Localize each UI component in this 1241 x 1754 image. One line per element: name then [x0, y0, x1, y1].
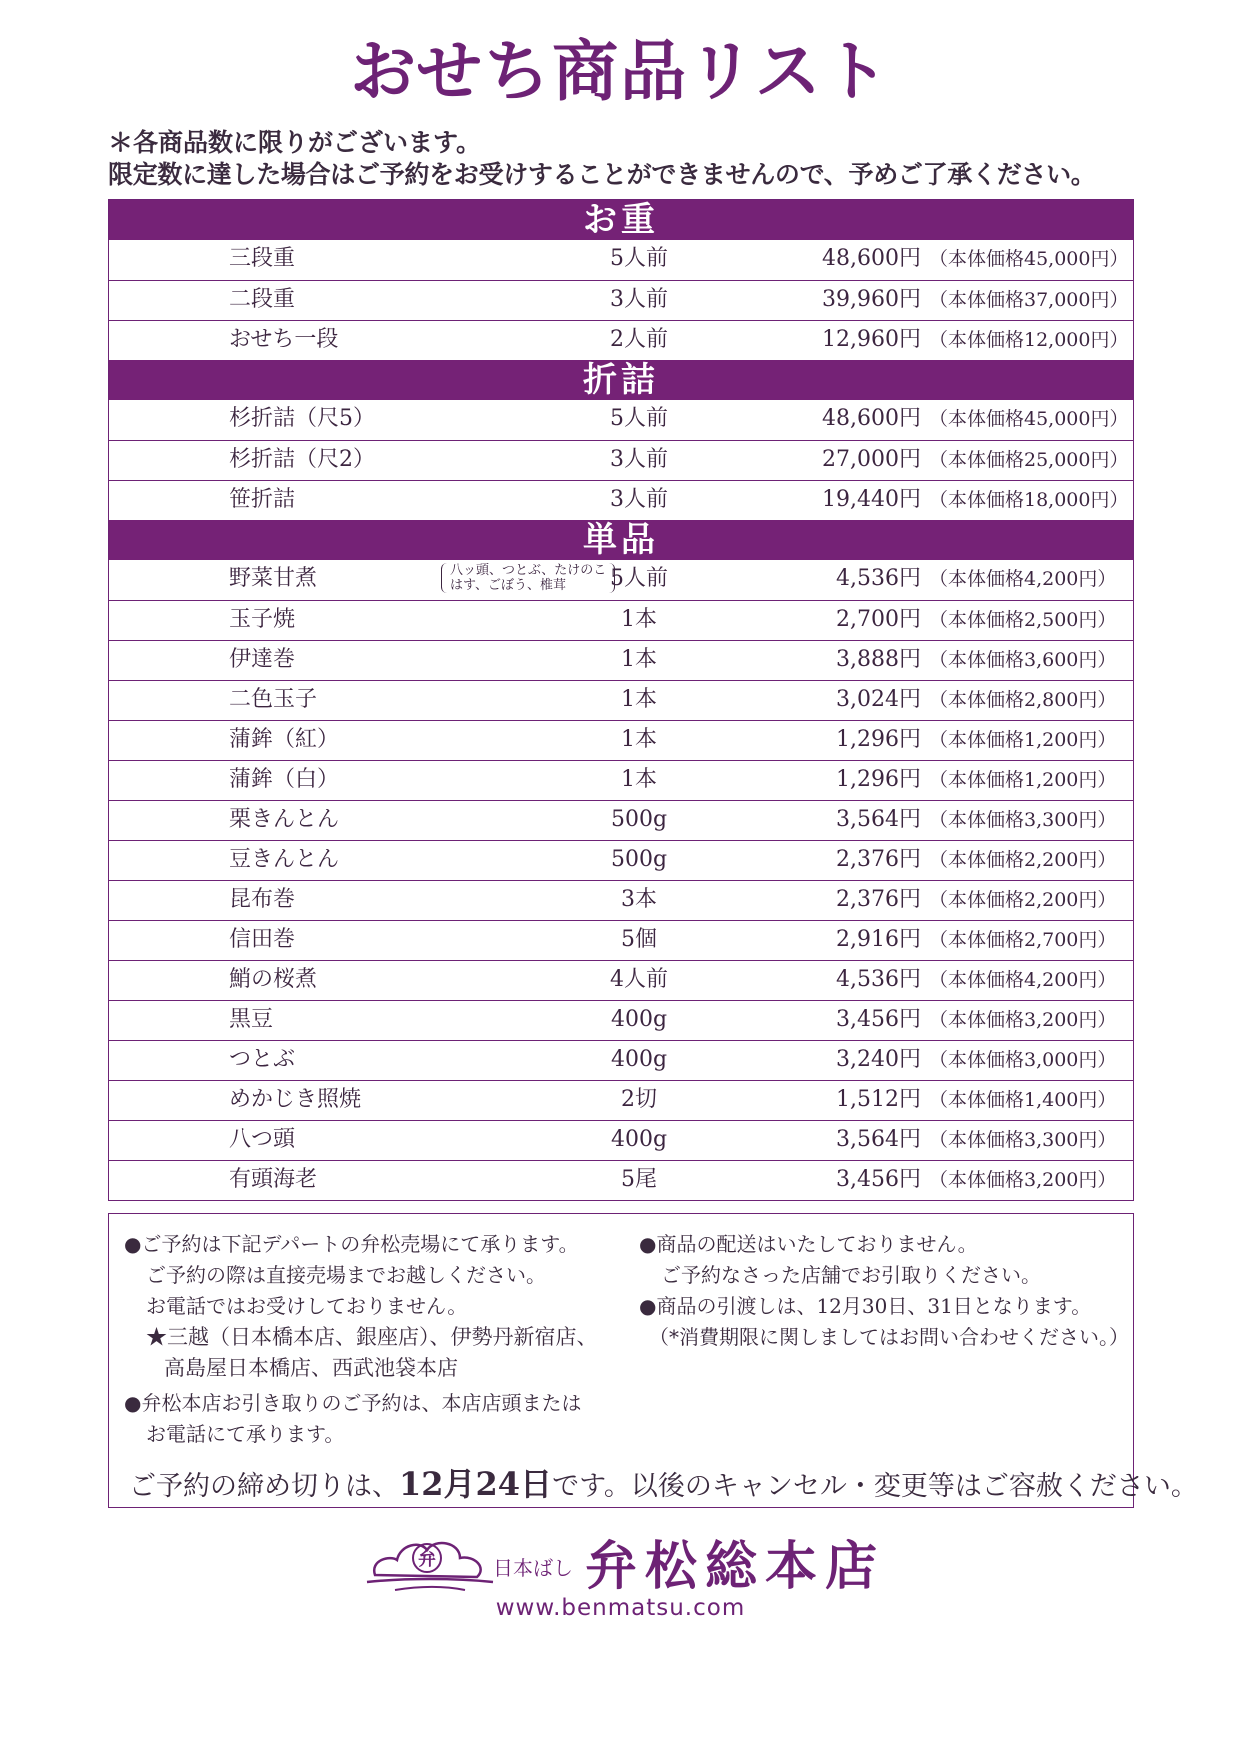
product-base-price: （本体価格3,300円）: [929, 1129, 1117, 1151]
info-text: （*消費期限に関しましてはお問い合わせください。）: [649, 1325, 1129, 1349]
logo-subtitle: 日本ばし: [493, 1556, 573, 1580]
product-price: 3,240円: [836, 1047, 921, 1072]
product-price: 2,376円: [836, 847, 921, 872]
page-title: おせち商品リスト: [350, 32, 891, 110]
product-base-price: （本体価格2,700円）: [929, 929, 1117, 951]
info-text: ●商品の配送はいたしておりません。: [639, 1232, 978, 1256]
product-quantity: 3人前: [610, 287, 668, 312]
product-name: 笹折詰: [229, 487, 296, 512]
product-name: 豆きんとん: [229, 847, 340, 872]
product-price: 2,376円: [836, 887, 921, 912]
product-base-price: （本体価格2,200円）: [929, 889, 1117, 911]
product-name: 昆布巻: [229, 887, 296, 912]
section-header: 単品: [109, 520, 1133, 560]
table-row: [109, 760, 1133, 800]
table-row: [109, 920, 1133, 960]
product-price: 4,536円: [836, 967, 921, 992]
product-name: 二段重: [229, 287, 296, 312]
product-quantity: 5人前: [610, 406, 668, 431]
product-quantity: 4人前: [610, 967, 668, 992]
crest-mark: 弁: [418, 1549, 436, 1570]
info-box: [108, 1213, 1198, 1508]
product-price: 12,960円: [822, 327, 921, 352]
product-quantity: 1本: [621, 767, 657, 792]
product-name: 伊達巻: [229, 647, 296, 672]
product-price: 27,000円: [822, 447, 921, 472]
info-text: お電話ではお受けしておりません。: [146, 1294, 468, 1318]
product-name: 有頭海老: [229, 1167, 318, 1192]
table-row: [109, 800, 1133, 840]
product-base-price: （本体価格3,300円）: [929, 809, 1117, 831]
store-list-line-1: ★三越（日本橋本店、銀座店）、伊勢丹新宿店、: [146, 1325, 598, 1349]
product-quantity: 2人前: [610, 327, 668, 352]
product-quantity: 1本: [621, 647, 657, 672]
product-name: つとぶ: [229, 1047, 296, 1072]
website-url: www.benmatsu.com: [495, 1595, 746, 1621]
notice-line-2: 限定数に達した場合はご予約をお受けすることができませんので、予めご了承ください。: [108, 160, 1096, 189]
product-price: 2,916円: [836, 927, 921, 952]
product-base-price: （本体価格1,200円）: [929, 729, 1117, 751]
table-row: [109, 640, 1133, 680]
store-list-line-2: 高島屋日本橋店、西武池袋本店: [164, 1356, 458, 1380]
info-text: ご予約の際は直接売場までお越しください。: [146, 1263, 546, 1287]
deadline-text: ご予約の締め切りは、: [129, 1471, 399, 1502]
product-name: 栗きんとん: [229, 807, 340, 832]
info-delivery-note: [639, 1229, 1119, 1291]
product-table: [108, 199, 1134, 1201]
logo-name: 弁松総本店: [585, 1536, 886, 1597]
product-price: 4,536円: [836, 566, 921, 591]
info-text: ●弁松本店お引き取りのご予約は、本店店頭または: [124, 1391, 582, 1415]
product-name: 玉子焼: [229, 607, 296, 632]
product-base-price: （本体価格1,400円）: [929, 1089, 1117, 1111]
product-price: 3,456円: [836, 1007, 921, 1032]
product-name: 八つ頭: [229, 1127, 296, 1152]
product-base-price: （本体価格4,200円）: [929, 969, 1117, 991]
info-text: ●ご予約は下記デパートの弁松売場にて承ります。: [124, 1232, 579, 1256]
product-base-price: （本体価格2,500円）: [929, 609, 1117, 631]
product-quantity: 400g: [610, 1127, 668, 1152]
info-right-column: [639, 1229, 1129, 1353]
table-row: [109, 320, 1133, 360]
table-row: [109, 880, 1133, 920]
product-note-line: 八ッ頭、つとぶ、たけのこ: [450, 563, 607, 578]
product-price: 1,512円: [836, 1087, 921, 1112]
section-header: お重: [109, 200, 1133, 240]
product-base-price: （本体価格37,000円）: [929, 289, 1129, 311]
table-row: [109, 600, 1133, 640]
product-name: 杉折詰（尺2）: [229, 447, 375, 472]
product-quantity: 1本: [621, 687, 657, 712]
product-quantity: 400g: [610, 1047, 668, 1072]
info-reservation-note: [124, 1229, 644, 1322]
table-row: [109, 480, 1133, 520]
product-price: 48,600円: [822, 406, 921, 431]
table-row: [109, 1160, 1133, 1200]
product-quantity: 5尾: [621, 1167, 657, 1192]
product-base-price: （本体価格1,200円）: [929, 769, 1117, 791]
product-name: 黒豆: [229, 1007, 274, 1032]
deadline-note: [129, 1459, 1198, 1505]
product-price: 3,564円: [836, 807, 921, 832]
table-row: [109, 680, 1133, 720]
product-quantity: 1本: [621, 727, 657, 752]
table-row: [109, 840, 1133, 880]
product-quantity: 500g: [610, 847, 668, 872]
table-row: [109, 440, 1133, 480]
table-row: [109, 960, 1133, 1000]
product-name: 鮹の桜煮: [229, 967, 318, 992]
product-price: 3,024円: [836, 687, 921, 712]
product-name: 杉折詰（尺5）: [229, 406, 375, 431]
product-name: 蒲鉾（白）: [229, 767, 340, 792]
deadline-text: です。以後のキャンセル・変更等はご容赦ください。: [552, 1471, 1198, 1502]
product-name: 三段重: [229, 246, 296, 271]
table-row: [109, 560, 1133, 600]
product-base-price: （本体価格3,000円）: [929, 1049, 1117, 1071]
product-price: 3,888円: [836, 647, 921, 672]
product-price: 39,960円: [822, 287, 921, 312]
table-row: [109, 1120, 1133, 1160]
info-honten-note: [124, 1388, 644, 1450]
product-quantity: 500g: [610, 807, 668, 832]
product-base-price: （本体価格3,200円）: [929, 1009, 1117, 1031]
product-base-price: （本体価格25,000円）: [929, 449, 1129, 471]
product-quantity: 3人前: [610, 447, 668, 472]
product-price: 1,296円: [836, 727, 921, 752]
product-base-price: （本体価格2,200円）: [929, 849, 1117, 871]
section-header: 折詰: [109, 360, 1133, 400]
deadline-date: 12月24日: [399, 1465, 553, 1503]
product-name: 信田巻: [229, 927, 296, 952]
info-handover-note: [639, 1291, 1129, 1353]
product-base-price: （本体価格4,200円）: [929, 568, 1117, 590]
table-row: [109, 1000, 1133, 1040]
product-base-price: （本体価格18,000円）: [929, 489, 1129, 511]
info-text: ●商品の引渡しは、12月30日、31日となります。: [639, 1294, 1092, 1318]
table-row: [109, 280, 1133, 320]
product-base-price: （本体価格2,800円）: [929, 689, 1117, 711]
product-quantity: 400g: [610, 1007, 668, 1032]
table-row: [109, 1040, 1133, 1080]
product-price: 3,564円: [836, 1127, 921, 1152]
product-quantity: 3本: [621, 887, 657, 912]
product-name: 二色玉子: [229, 687, 318, 712]
info-text: お電話にて承ります。: [146, 1422, 345, 1446]
table-row: [109, 720, 1133, 760]
product-price: 3,456円: [836, 1167, 921, 1192]
cloud-crest-icon: [365, 1520, 495, 1600]
product-quantity: 5人前: [610, 566, 668, 591]
product-quantity: 5人前: [610, 246, 668, 271]
product-quantity: 5個: [621, 927, 657, 952]
product-base-price: （本体価格3,600円）: [929, 649, 1117, 671]
table-row: [109, 1080, 1133, 1120]
product-name: めかじき照焼: [229, 1087, 362, 1112]
product-base-price: （本体価格3,200円）: [929, 1169, 1117, 1191]
product-price: 19,440円: [822, 487, 921, 512]
product-name: 蒲鉾（紅）: [229, 727, 340, 752]
product-quantity: 2切: [621, 1087, 657, 1112]
product-quantity: 3人前: [610, 487, 668, 512]
table-row: [109, 400, 1133, 440]
product-quantity: 1本: [621, 607, 657, 632]
product-price: 48,600円: [822, 246, 921, 271]
table-row: [109, 240, 1133, 280]
product-note-line: はす、ごぼう、椎茸: [450, 578, 566, 593]
product-name: おせち一段: [229, 327, 339, 352]
notice-line-1: ＊各商品数に限りがございます。: [108, 128, 482, 157]
product-name: 野菜甘煮 八ッ頭、つとぶ、たけのこ はす、ごぼう、椎茸: [229, 560, 317, 598]
product-base-price: （本体価格12,000円）: [929, 329, 1129, 351]
product-base-price: （本体価格45,000円）: [929, 408, 1129, 430]
info-left-column: [124, 1229, 644, 1450]
product-base-price: （本体価格45,000円）: [929, 248, 1129, 270]
product-price: 1,296円: [836, 767, 921, 792]
product-price: 2,700円: [836, 607, 921, 632]
info-text: ご予約なさった店舗でお引取りください。: [661, 1263, 1041, 1287]
